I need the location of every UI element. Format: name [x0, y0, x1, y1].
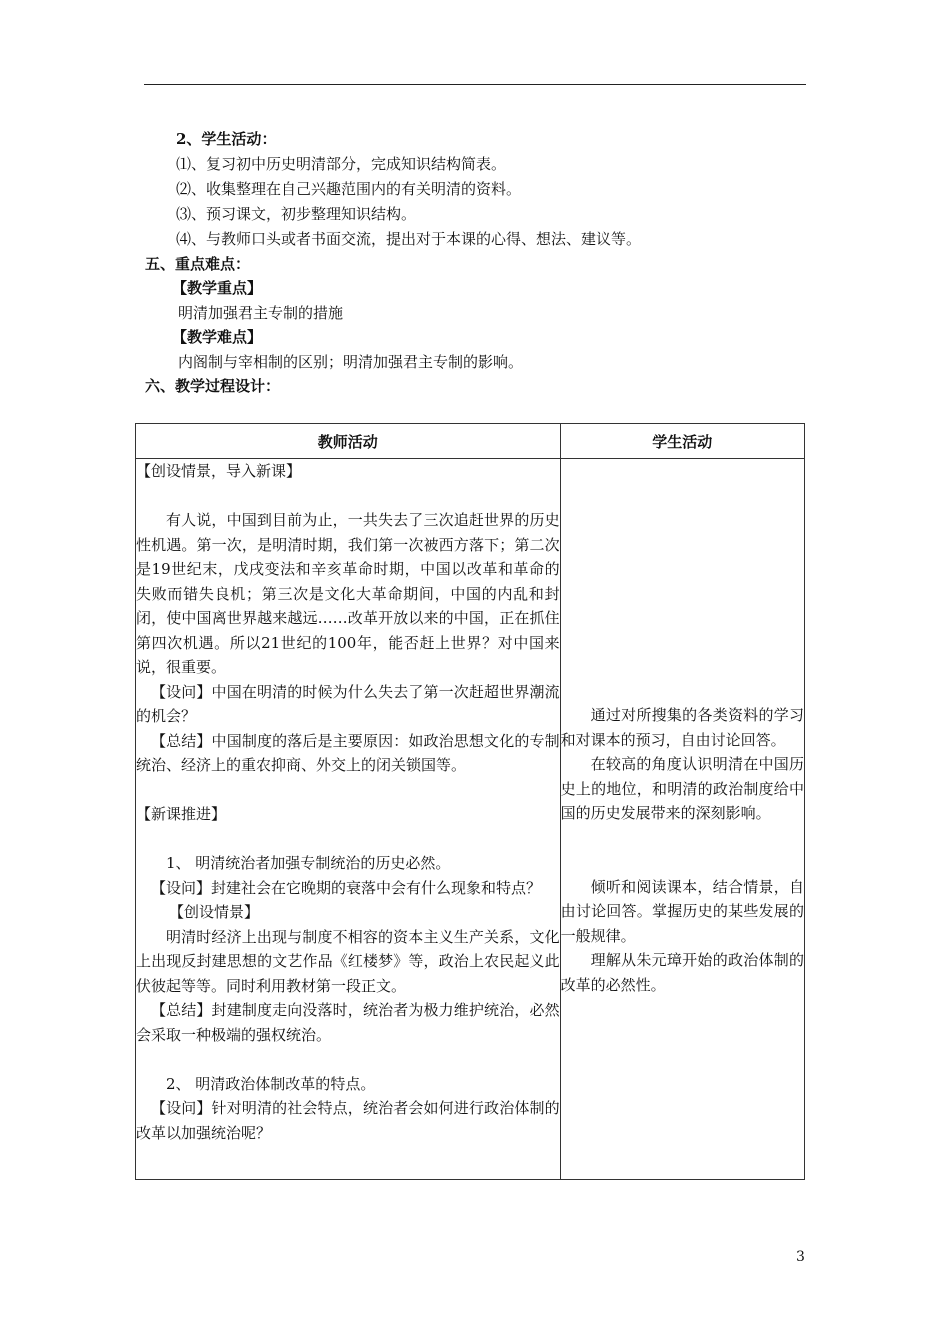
teaching-difficulty-label: 【教学难点】: [172, 328, 263, 346]
student-response-4: 理解从朱元璋开始的政治体制的改革的必然性。: [560, 951, 804, 994]
teacher-activity-cell: [136, 459, 561, 1180]
student-activity-header: 学生活动: [560, 424, 804, 459]
point-2: 2、 明清政治体制改革的特点。: [166, 1074, 376, 1093]
spacer: [561, 826, 804, 875]
student-activity-item-1: ⑴、复习初中历史明清部分，完成知识结构简表。: [176, 155, 507, 173]
student-response-2: 在较高的角度认识明清在中国历史上的地位，和明清的政治制度给中国的历史发展带来的深刻影响。: [560, 755, 804, 822]
blank-line: [136, 827, 560, 852]
student-response-1: 通过对所搜集的各类资料的学习和对课本的预习，自由讨论回答。: [560, 706, 804, 749]
summary-1: 【总结】中国制度的落后是主要原因：如政治思想文化的专制统治、经济上的重农抑商、外交上的闭关锁国等。: [136, 731, 560, 774]
blank-line: [136, 778, 560, 803]
student-activity-item-3: ⑶、预习课文，初步整理知识结构。: [176, 205, 417, 223]
spacer: [561, 459, 804, 703]
table-row: [136, 459, 805, 1180]
page-number: 3: [796, 1249, 805, 1265]
student-activity-item-2: ⑵、收集整理在自己兴趣范围内的有关明清的资料。: [176, 180, 522, 198]
student-activity-heading: 2、学生活动：: [176, 130, 277, 148]
blank-line: [136, 484, 560, 509]
student-activity-item-4: ⑷、与教师口头或者书面交流，提出对于本课的心得、想法、建议等。: [176, 230, 642, 248]
lesson-process-table: [135, 423, 805, 1180]
table-header-row: [136, 424, 805, 459]
blank-line: [136, 1047, 560, 1072]
student-activity-cell: [560, 459, 804, 1180]
question-3: 【设问】针对明清的社会特点，统治者会如何进行政治体制的改革以加强统治呢？: [136, 1099, 560, 1142]
student-response-3: 倾听和阅读课本，结合情景，自由讨论回答。掌握历史的某些发展的一般规律。: [560, 877, 804, 945]
teacher-activity-header: 教师活动: [136, 424, 561, 459]
process-heading: 六、教学过程设计：: [145, 377, 281, 395]
header-rule: [144, 84, 806, 85]
key-points-heading: 五、重点难点：: [145, 255, 251, 273]
question-1: 【设问】中国在明清的时候为什么失去了第一次赶超世界潮流的机会？: [136, 682, 560, 725]
teaching-focus-text: 明清加强君主专制的措施: [178, 304, 344, 322]
teaching-focus-label: 【教学重点】: [172, 279, 263, 297]
point-1: 1、 明清统治者加强专制统治的历史必然。: [166, 854, 451, 872]
teaching-difficulty-text: 内阁制与宰相制的区别；明清加强君主专制的影响。: [178, 353, 524, 371]
scene-label: 【创设情景】: [169, 903, 260, 921]
intro-label: 【创设情景，导入新课】: [136, 462, 302, 480]
scene-text: 明清时经济上出现与制度不相容的资本主义生产关系，文化上出现反封建思想的文艺作品《红楼梦》等，政治上农民起义此伏彼起等等。同时利用教材第一段正文。: [136, 927, 560, 995]
question-2: 【设问】封建社会在它晚期的衰落中会有什么现象和特点？: [151, 878, 542, 897]
summary-2: 【总结】封建制度走向没落时，统治者为极力维护统治，必然会采取一种极端的强权统治。: [136, 1001, 560, 1044]
intro-text: 有人说，中国到目前为止，一共失去了三次追赶世界的历史性机遇。第一次，是明清时期，我们第一次被西方落下；第二次是19世纪末，戊戌变法和辛亥革命时期，中国以改革和革命的失败而错失良机；第三次是文化大革命期间，中国的内乱和封闭，使中国离世界越来越远……改革开放以来的中国，正在抓住第四次机遇。所以21世纪的100年，能否赶上世界？对中国来说，很重要。: [136, 511, 560, 676]
new-lesson-label: 【新课推进】: [136, 805, 227, 823]
